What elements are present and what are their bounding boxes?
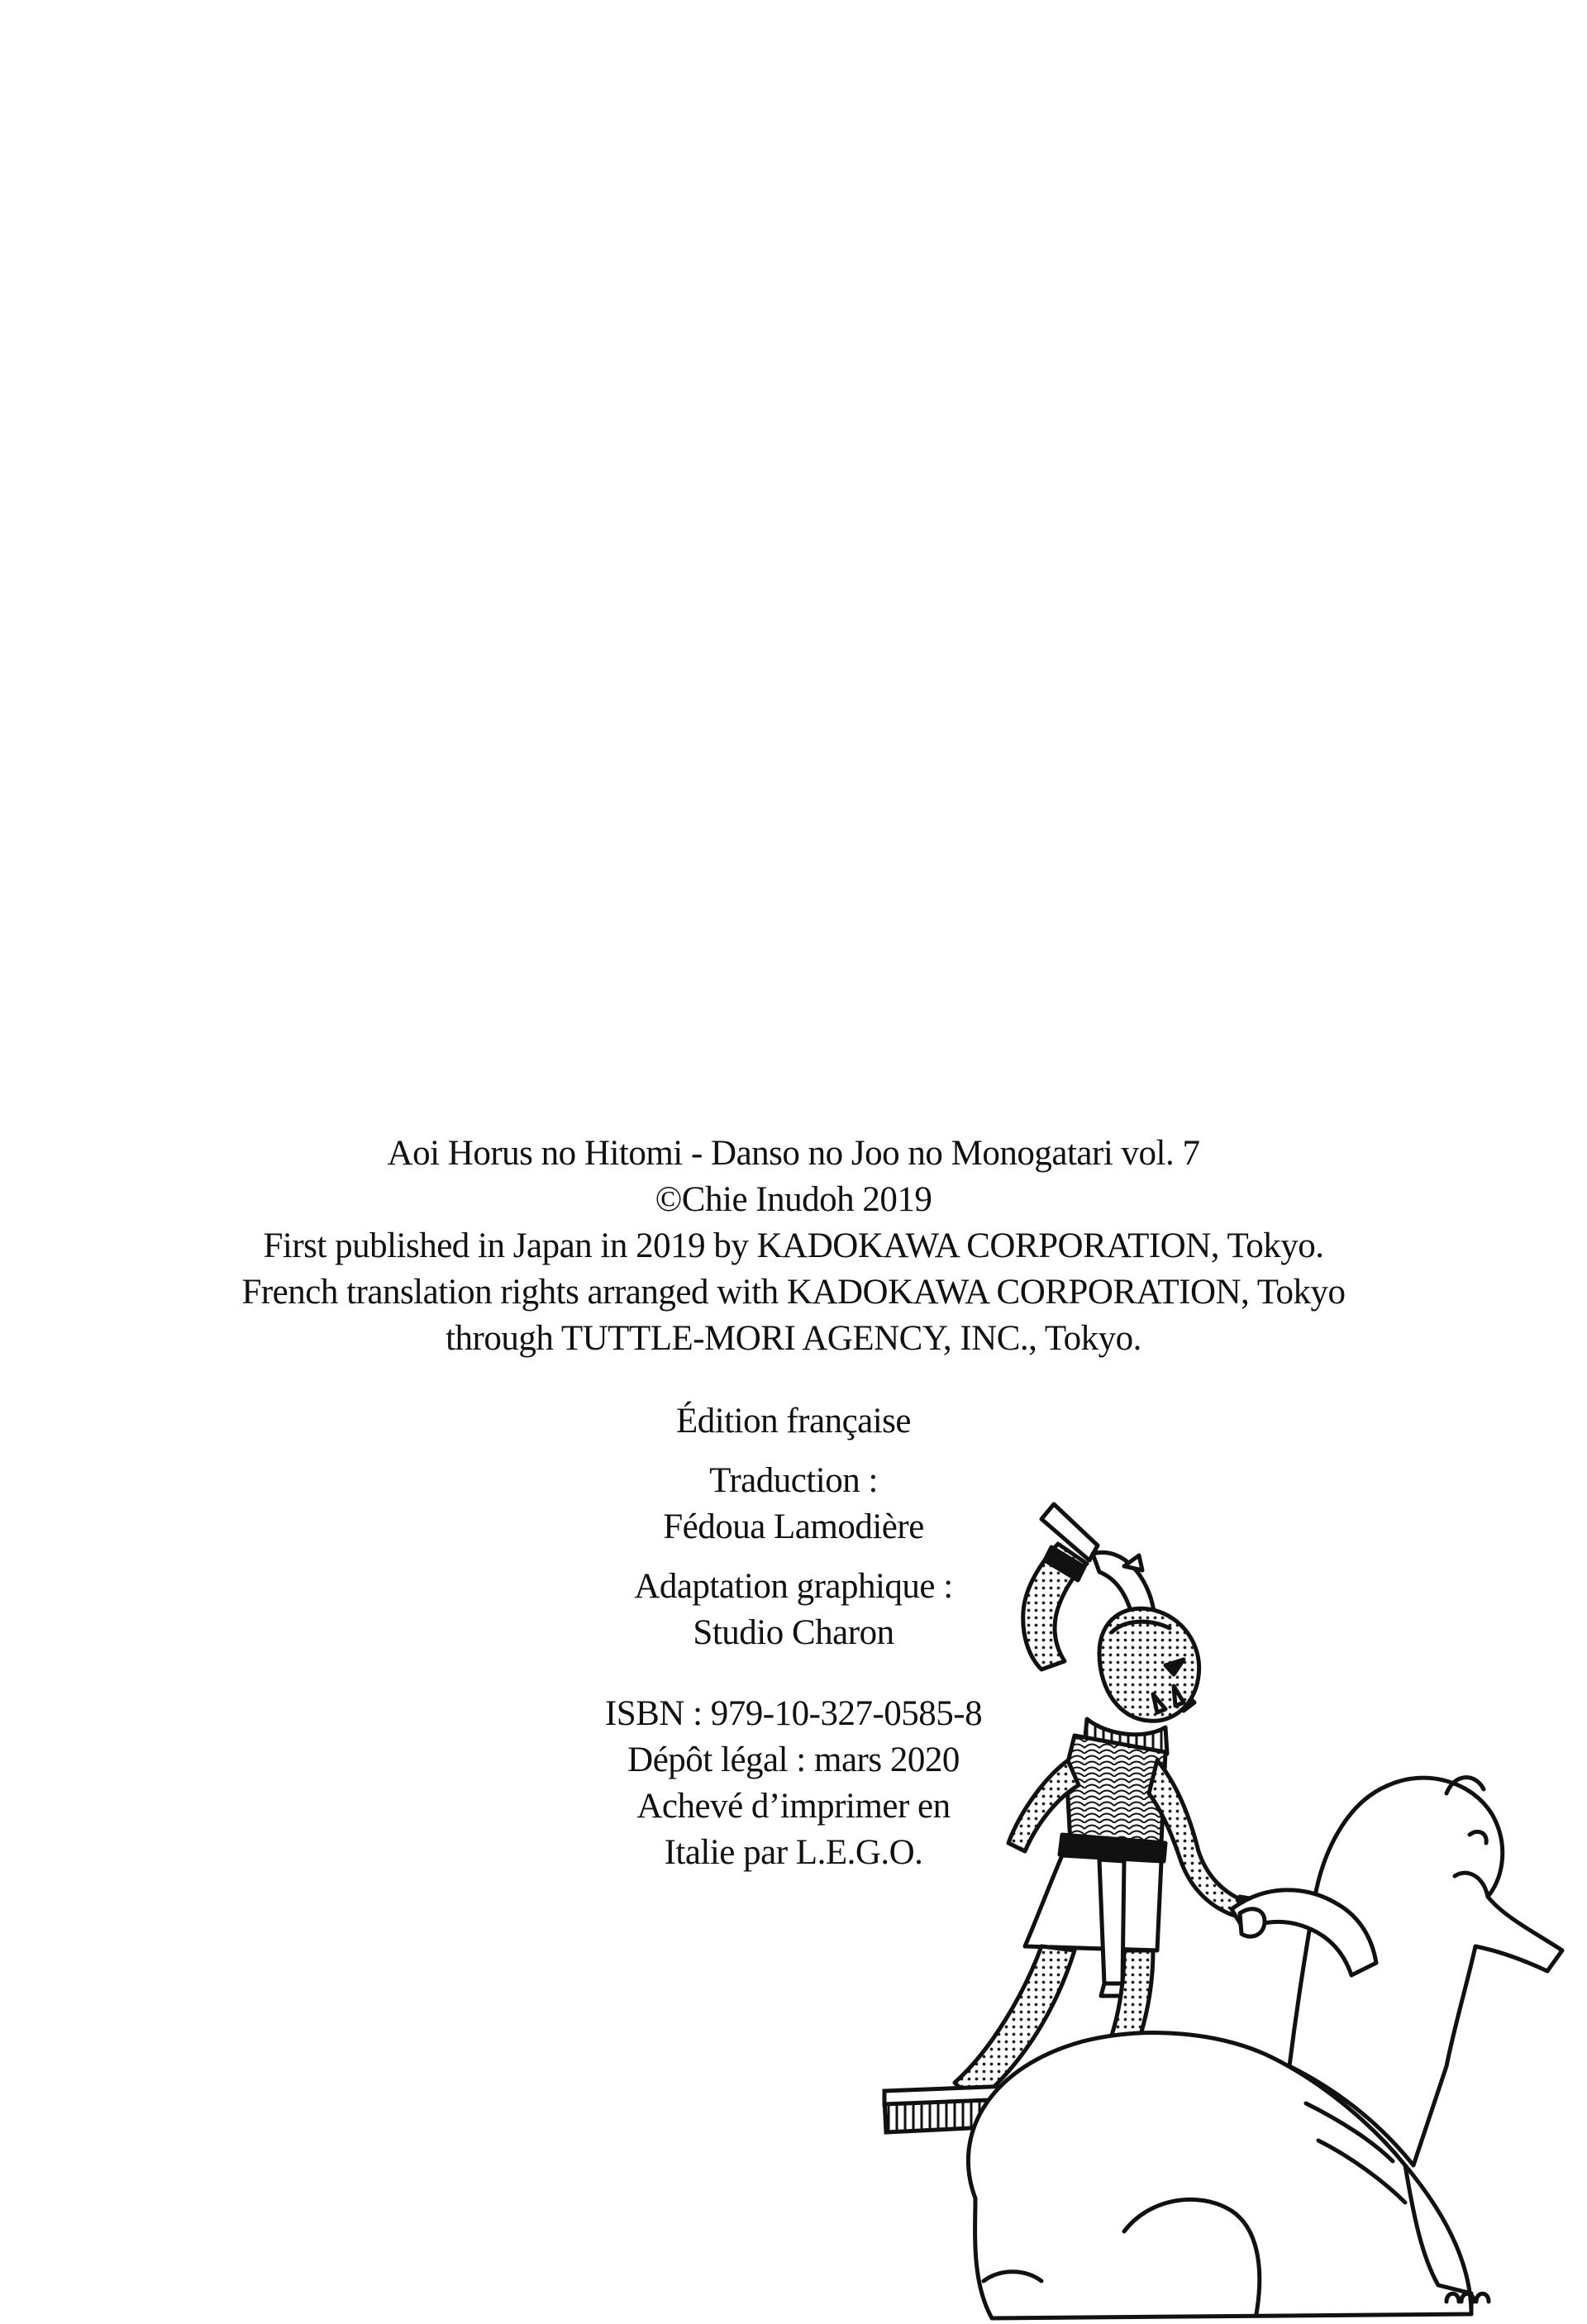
legal-deposit-line: Dépôt légal : mars 2020 [627, 1741, 960, 1779]
edition-heading [529, 1398, 1058, 1445]
copyright-title-line: Aoi Horus no Hitomi - Danso no Joo no Monogatari vol. 7 [387, 1134, 1200, 1173]
graphic-adaptation-name: Studio Charon [693, 1613, 894, 1652]
translator-name: Fédoua Lamodière [663, 1507, 924, 1546]
translation-label: Traduction : [709, 1461, 878, 1500]
copyright-block [0, 1131, 1587, 1362]
printed-line-1: Achevé d’imprimer en [636, 1787, 951, 1826]
warrior-hippo-illustration [876, 1488, 1587, 2324]
copyright-publisher-line: First published in Japan in 2019 by KADOKAWA CORPORATION, Tokyo. [263, 1226, 1324, 1265]
printed-line-2: Italie par L.E.G.O. [664, 1833, 923, 1872]
warrior-figure [955, 1544, 1265, 2103]
graphic-adaptation-label: Adaptation graphique : [634, 1567, 953, 1606]
edition-heading-text: Édition française [675, 1402, 912, 1441]
copyright-rights-line: French translation rights arranged with KADOKAWA CORPORATION, Tokyo [241, 1273, 1346, 1312]
copyright-agency-line: through TUTTLE-MORI AGENCY, INC., Tokyo. [446, 1319, 1141, 1358]
isbn-line: ISBN : 979-10-327-0585-8 [604, 1694, 983, 1733]
copyright-author-line: ©Chie Inudoh 2019 [655, 1180, 932, 1219]
hippopotamus [968, 1778, 1562, 2318]
